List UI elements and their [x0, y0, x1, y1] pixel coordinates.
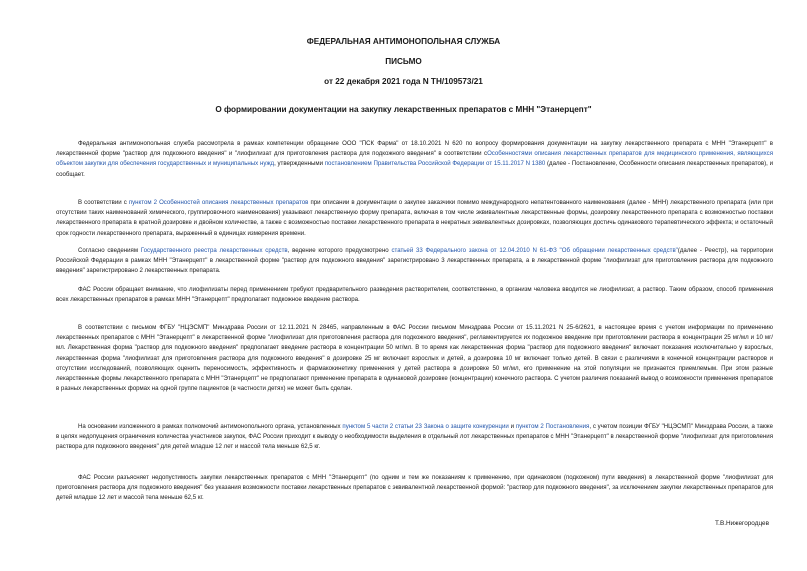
document-subject: О формировании документации на закупку лекарственных препаратов с МНН "Этанерцепт"	[215, 105, 592, 114]
link-postanovlenie-1380[interactable]: постановлением Правительства Российской Федерации от 15.11.2017 N 1380	[324, 160, 546, 168]
document-date-number: от 22 декабря 2021 года N ТН/109573/21	[324, 77, 483, 86]
paragraph-1-text-b: , утвержденными	[274, 160, 325, 168]
paragraph-1-text-a: Федеральная антимонопольная служба рассмотрела в рамках компетенции обращение ООО "ПСК Фарма" от 18.10.2021 N 620 по вопросу формирования документации на закупку лекарственного препарата с МНН "Этанерцепт" в лекарственной форме "раствор для подкожного введения" и "лиофилизат для приготовления раствора для подкожного введения" в соответствии с	[56, 140, 773, 158]
paragraph-1	[56, 139, 773, 180]
link-punkt-2-postanovleniya[interactable]: пунктом 2 Постановления	[515, 423, 590, 430]
paragraph-6-text-c: , с учетом позиции ФГБУ "НЦЭСМП" Минздрава России, а также в целях недопущения ограничения количества участников закупок, ФАС России приходит к выводу о необходимости выделения в отдельный лот лекарственных препаратов с МНН "Этанерцепт" в лекарственной форме "лиофилизат для приготовления раствора для подкожного введения" для детей младше 12 лет и массой тела меньше 62,5 кг.	[56, 423, 773, 451]
link-statya-33-61fz[interactable]: статьей 33 Федерального закона от 12.04.2010 N 61-ФЗ "Об обращении лекарственных средств"	[391, 247, 678, 254]
paragraph-6-text-a: На основании изложенного в рамках полномочий антимонопольного органа, установленных	[78, 423, 343, 430]
paragraph-3	[56, 246, 773, 277]
paragraph-6-text-b: и	[508, 423, 516, 430]
paragraph-4	[56, 285, 773, 305]
link-gosreestr-ls[interactable]: Государственного реестра лекарственных средств	[140, 247, 288, 254]
document-type: ПИСЬМО	[385, 57, 422, 66]
paragraph-3-text-c: (далее - Реестр), на территории Российской Федерации в рамках МНН "Этанерцепт" в лекарственной форме "раствор для подкожного введения" зарегистрировано 3 лекарственных препарата, а в лекарственной форме "лиофилизат для приготовления раствора для подкожного введения" зарегистрировано 2 лекарственных препарата.	[56, 247, 773, 275]
agency-title: ФЕДЕРАЛЬНАЯ АНТИМОНОПОЛЬНАЯ СЛУЖБА	[306, 37, 501, 46]
paragraph-2-text-a: В соответствии с	[78, 199, 129, 206]
link-punkt-5-statya-23[interactable]: пунктом 5 части 2 статьи 23 Закона о защите конкуренции	[342, 423, 509, 430]
paragraph-3-text-a: Согласно сведениям	[78, 247, 141, 254]
link-punkt-2-osobennostey[interactable]: пунктом 2 Особенностей описания лекарственных препаратов	[128, 199, 309, 206]
paragraph-2-text-b: при описании в документации о закупке заказчики помимо международного непатентованного наименования (далее - МНН) лекарственного препарата (или при отсутствии таких наименований химического, группировочного наименования) указывают лекарственную форму препарата, включая в том числе эквивалентные лекарственные формы, дозировку лекарственного препарата с возможностью поставки лекарственного препарата в кратной дозировке и двойном количестве, а также с возможностью поставки лекарственного препарата в некратных эквивалентных дозировках, позволяющих достичь одинакового терапевтического эффекта; и остаточный срок годности лекарственного препарата, выраженный в единицах измерения времени.	[56, 199, 774, 237]
paragraph-6	[56, 422, 773, 453]
paragraph-2	[56, 198, 773, 239]
paragraph-7	[56, 473, 773, 504]
paragraph-3-text-b: , ведение которого предусмотрено	[287, 247, 392, 254]
paragraph-5	[56, 323, 773, 394]
paragraph-7-text: ФАС России разъясняет недопустимость закупки лекарственных препаратов с МНН "Этанерцепт" (по одним и тем же показаниям к применению, при одинаковом (подкожном) пути введения) в лекарственной форме "лиофилизат для приготовления раствора для подкожного введения" без указания возможности поставки лекарственных препаратов с эквивалентной лекарственной формой: "раствор для подкожного введения", за исключением закупки лекарственных препаратов для детей младше 12 лет и массой тела меньше 62,5 кг.	[56, 474, 773, 502]
paragraph-4-text: ФАС России обращает внимание, что лиофилизаты перед применением требуют предварительного разведения растворителем, соответственно, в организм человека вводится не лиофилизат, а раствор. Таким образом, способ применения всех лекарственных препаратов в рамках МНН "Этанерцепт" предполагает подкожное введение раствора.	[56, 286, 773, 304]
link-osobennosti-opisaniya[interactable]: Особенностями описания лекарственных препаратов для медицинского применения, являющихся объектом закупки для обеспечения государственных и муниципальных нужд	[56, 150, 773, 168]
paragraph-5-text: В соответствии с письмом ФГБУ "НЦЭСМП" Минздрава России от 12.11.2021 N 28465, направленным в ФАС России письмом Минздрава России от 15.11.2021 N 25-6/2621, в настоящее время с учетом информации по применению лекарственных препаратов с МНН "Этанерцепт" в лекарственной форме "лиофилизат для приготовления раствора для подкожного введения", регламентируется их подкожное введение при приготовлении раствора в концентрации 25 мг/мл и 10 мг/мл. Лекарственная форма "раствор для подкожного введения" предполагает введение раствора в концентрации 50 мг/мл. В то время как лекарственная форма "раствор для подкожного введения" включает показания исключительно у взрослых, лекарственная форма "лиофилизат для приготовления раствора для подкожного введения" в дозировке 25 мг включает взрослых и детей, а дозировка 10 мг включает только детей. В связи с различиями в конечной концентрации растворов и отсутствии исследований, позволяющих оценить переносимость, эффективность и фармакокинетику применения у детей раствора в дозировке 50 мг/мл, его применение на этой популяции не признается приемлемым. При этом разные лекарственные формы лекарственного препарата с МНН "Этанерцепт" не предполагают применение препарата в одинаковой дозировке (концентрации) конечного раствора. С учетом различия показаний вывод о возможности применения препаратов в разных лекарственных формах на одной группе пациентов (в частности детях) не может быть сделан.	[56, 324, 773, 393]
signature: Т.В.Нижегородцев	[714, 520, 769, 527]
paragraph-1-text-c: (далее - Постановление, Особенности описания лекарственных препаратов), и сообщает.	[56, 160, 774, 178]
